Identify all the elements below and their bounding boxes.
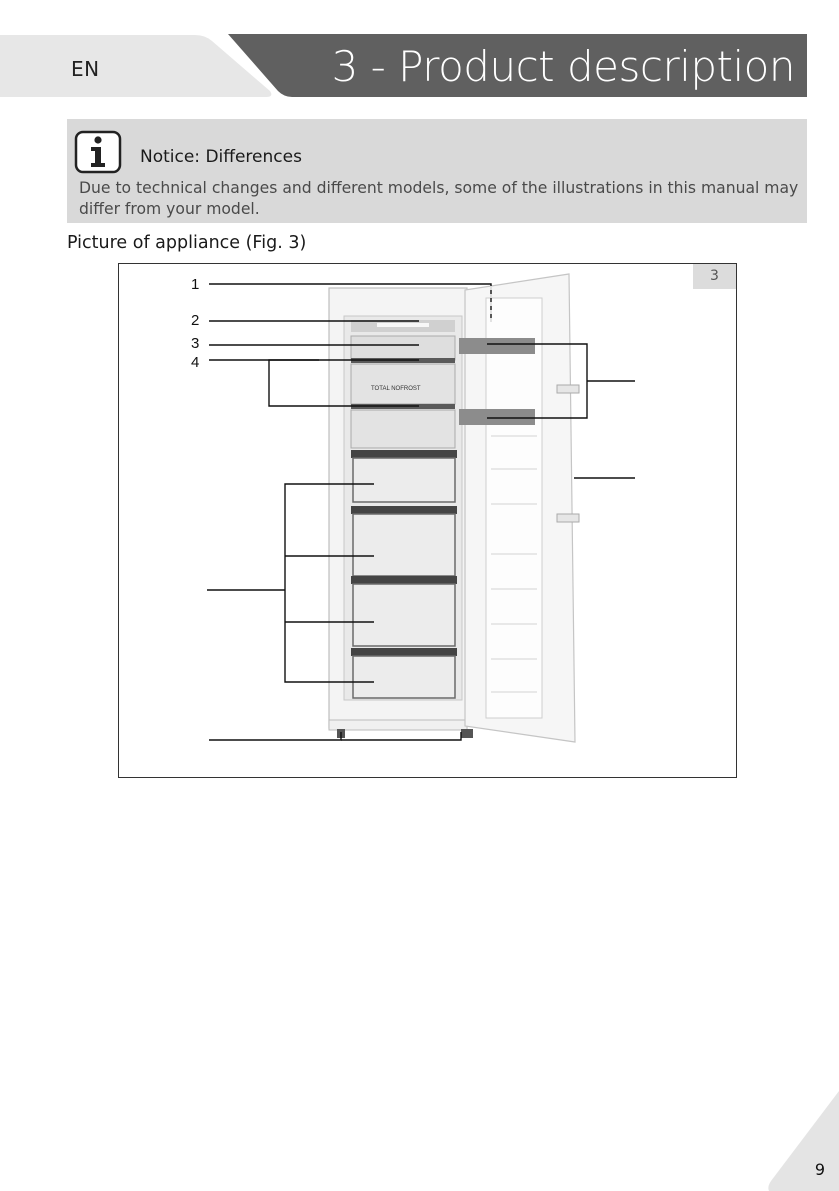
page-title: 3 - Product description [331, 42, 795, 91]
notice-title: Notice: Differences [140, 147, 302, 167]
callout-3: 3 [191, 335, 200, 352]
notice-box [67, 119, 807, 223]
page-number: 9 [814, 1160, 825, 1179]
page-corner [767, 1091, 839, 1191]
notice-body: Due to technical changes and different models, some of the illustrations in this manual may differ from your model. [79, 179, 799, 218]
figure-number-badge: 3 [693, 264, 736, 289]
freezer-cabinet [329, 288, 473, 738]
section-title: Picture of appliance (Fig. 3) [67, 233, 307, 253]
appliance-illustration [119, 264, 738, 779]
callout-4: 4 [191, 354, 200, 371]
callout-2: 2 [191, 312, 200, 329]
info-icon [74, 130, 122, 174]
callout-1: 1 [191, 276, 200, 293]
total-nofrost-label: TOTAL NOFROST [371, 386, 421, 392]
appliance-figure [118, 263, 737, 778]
language-label: EN [71, 57, 100, 81]
